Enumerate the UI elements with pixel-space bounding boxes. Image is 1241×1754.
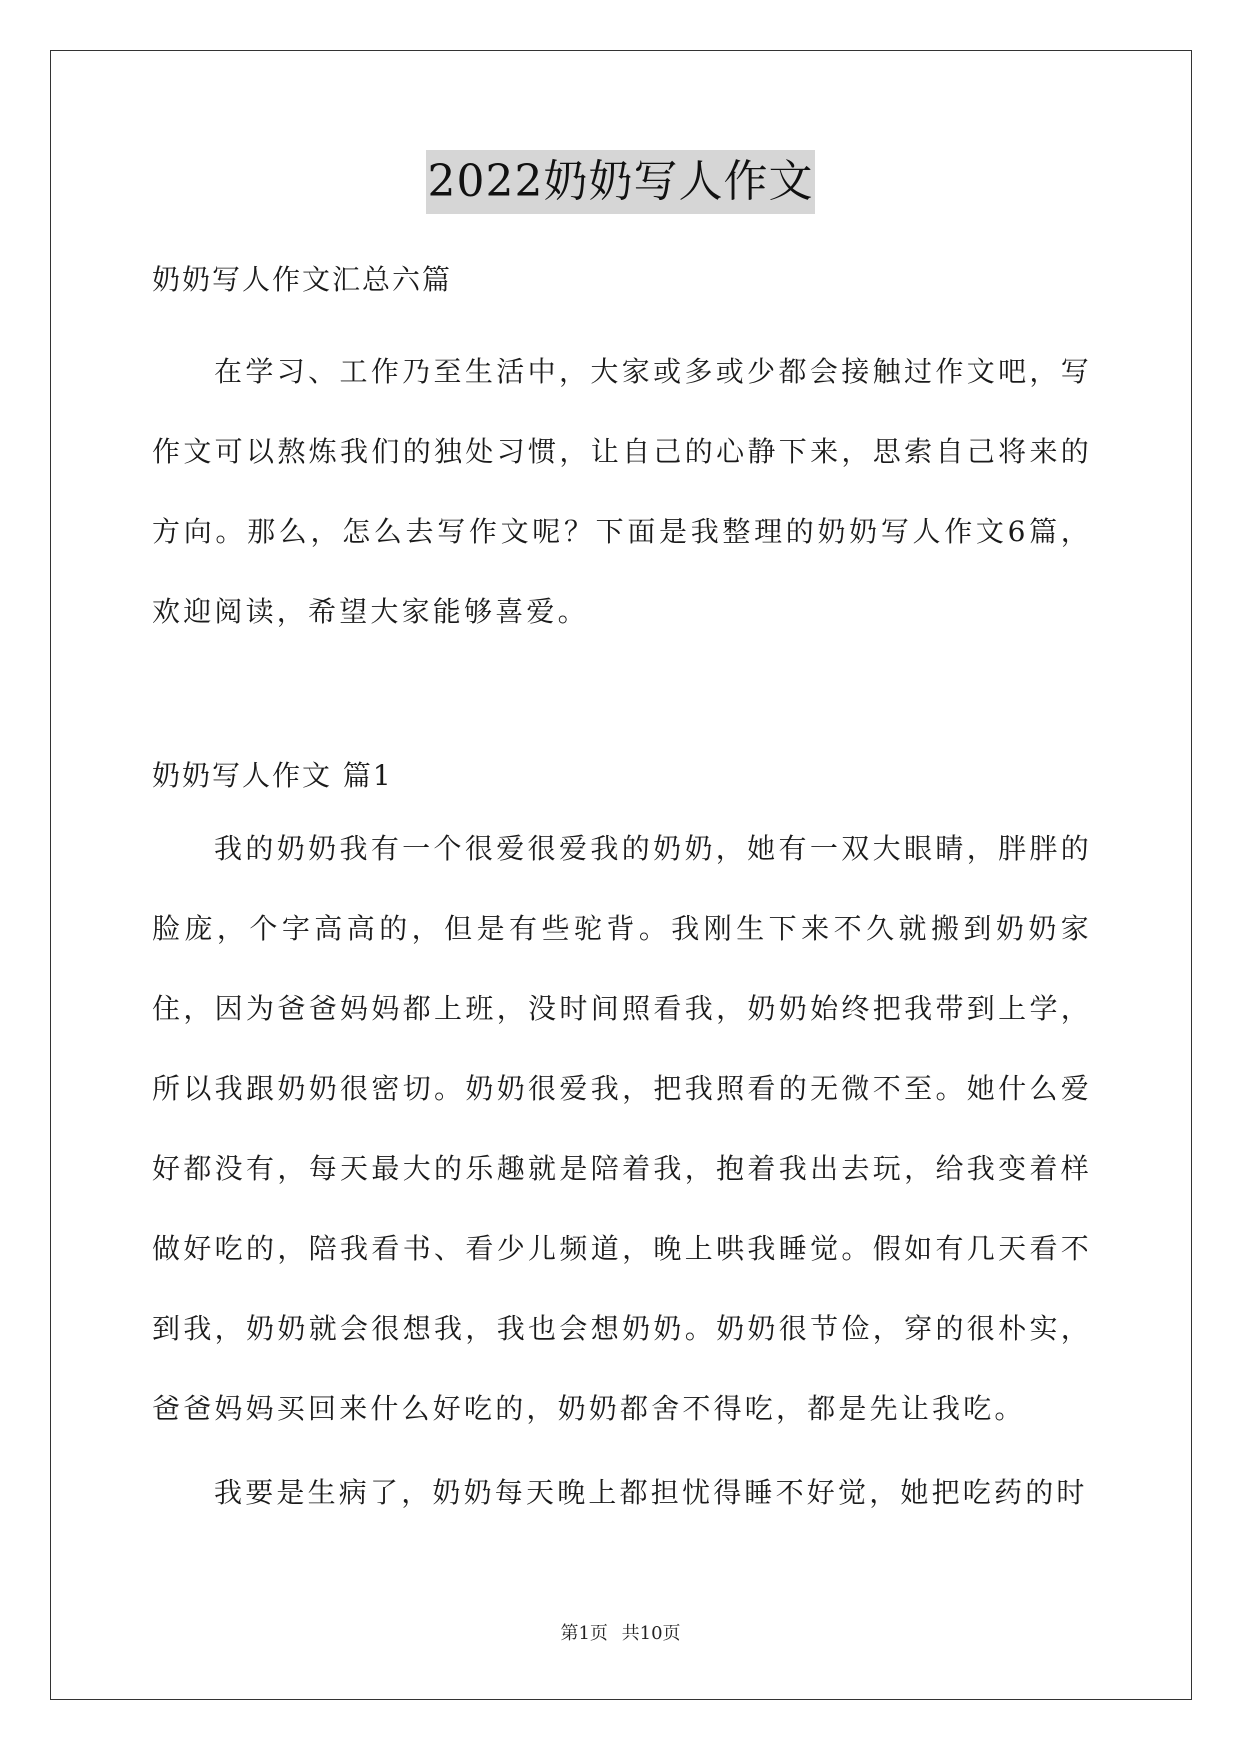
page-footer — [0, 1622, 1241, 1646]
body-paragraph: 我的奶奶我有一个很爱很爱我的奶奶，她有一双大眼睛，胖胖的脸庞，个字高高的，但是有些驼背。我刚生下来不久就搬到奶奶家住，因为爸爸妈妈都上班，没时间照看我，奶奶始终把我带到上学，所以我跟奶奶很密切。奶奶很爱我，把我照看的无微不至。她什么爱好都没有，每天最大的乐趣就是陪着我，抱着我出去玩，给我变着样做好吃的，陪我看书、看少儿频道，晚上哄我睡觉。假如有几天看不到我，奶奶就会很想我，我也会想奶奶。奶奶很节俭，穿的很朴实，爸爸妈妈买回来什么好吃的，奶奶都舍不得吃，都是先让我吃。 — [152, 832, 1092, 1425]
document-title: 2022奶奶写人作文 — [426, 150, 816, 214]
page-total: 共10页 — [621, 1623, 681, 1644]
page-number: 第1页 — [560, 1623, 608, 1644]
body-paragraph: 我要是生病了，奶奶每天晚上都担忧得睡不好觉，她把吃药的时 — [214, 1476, 1088, 1509]
intro-paragraph: 在学习、工作乃至生活中，大家或多或少都会接触过作文吧，写作文可以熬炼我们的独处习惯，让自己的心静下来，思索自己将来的方向。那么，怎么去写作文呢？下面是我整理的奶奶写人作文6篇，欢迎阅读，希望大家能够喜爱。 — [152, 355, 1092, 628]
section-heading: 奶奶写人作文 篇1 — [152, 759, 393, 792]
title-container — [0, 150, 1241, 214]
document-subtitle: 奶奶写人作文汇总六篇 — [152, 263, 453, 296]
